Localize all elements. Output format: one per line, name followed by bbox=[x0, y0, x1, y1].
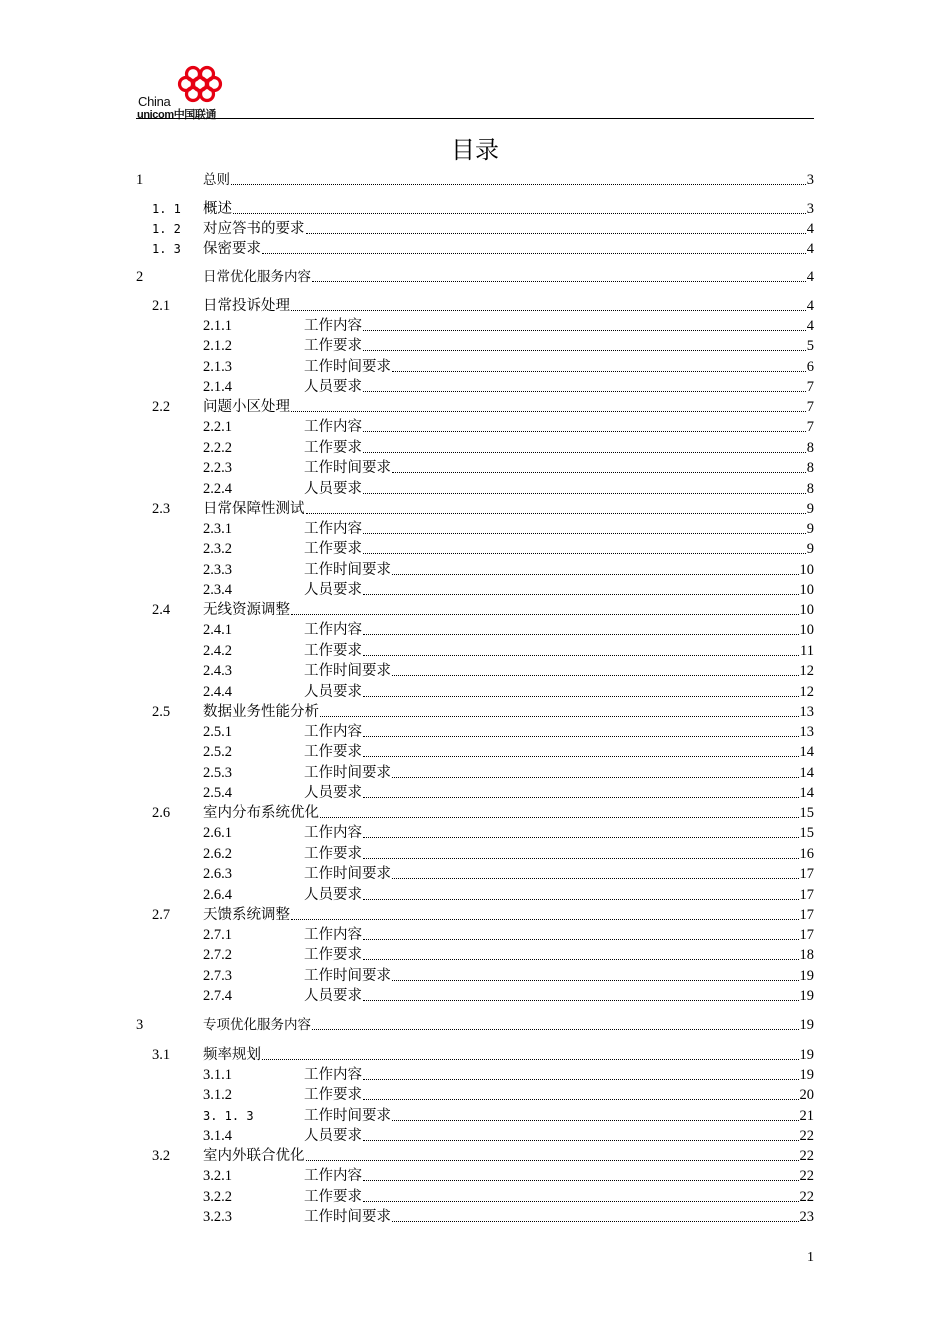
toc-entry-page: 14 bbox=[799, 785, 814, 801]
toc-entry[interactable] bbox=[0, 986, 950, 1006]
toc-entry-title: 工作要求 bbox=[304, 1087, 362, 1103]
toc-entry-number: 1. 1 bbox=[152, 202, 181, 216]
toc-dot-leader bbox=[363, 580, 799, 595]
toc-entry-number: 3.1.2 bbox=[203, 1087, 232, 1103]
toc-entry-number: 2.7.2 bbox=[203, 947, 232, 963]
toc-entry-number: 2.2.3 bbox=[203, 460, 232, 476]
toc-entry-page: 23 bbox=[799, 1209, 814, 1225]
toc-dot-leader bbox=[291, 296, 806, 311]
toc-dot-leader bbox=[363, 1085, 799, 1100]
toc-entry-title: 室内分布系统优化 bbox=[203, 805, 319, 821]
toc-entry[interactable] bbox=[0, 905, 950, 925]
toc-entry-title: 工作内容 bbox=[304, 622, 362, 638]
toc-entry-title: 工作内容 bbox=[304, 825, 362, 841]
toc-entry-page: 10 bbox=[799, 602, 814, 618]
toc-entry-page: 7 bbox=[806, 399, 814, 415]
toc-entry-title: 工作时间要求 bbox=[304, 765, 391, 781]
toc-dot-leader bbox=[291, 600, 799, 615]
toc-dot-leader bbox=[306, 1146, 799, 1161]
toc-entry-number: 2.7.3 bbox=[203, 968, 232, 984]
toc-dot-leader bbox=[363, 783, 799, 798]
toc-entry-number: 2.2.4 bbox=[203, 481, 232, 497]
toc-entry-number: 2.2 bbox=[152, 399, 171, 415]
toc-entry-page: 10 bbox=[799, 582, 814, 598]
toc-entry-page: 12 bbox=[799, 663, 814, 679]
toc-entry-page: 9 bbox=[806, 521, 814, 537]
toc-entry-title: 人员要求 bbox=[304, 379, 362, 395]
toc-dot-leader bbox=[363, 479, 806, 494]
toc-entry-number: 2.3.3 bbox=[203, 562, 232, 578]
toc-entry[interactable] bbox=[0, 267, 950, 287]
toc-entry-title: 问题小区处理 bbox=[203, 399, 290, 415]
toc-entry-page: 19 bbox=[799, 1017, 814, 1033]
toc-entry[interactable] bbox=[0, 519, 950, 539]
toc-entry[interactable] bbox=[0, 864, 950, 884]
toc-dot-leader bbox=[392, 966, 799, 981]
toc-entry-title: 对应答书的要求 bbox=[203, 221, 305, 237]
toc-entry-title: 工作内容 bbox=[304, 318, 362, 334]
toc-entry[interactable] bbox=[0, 823, 950, 843]
toc-dot-leader bbox=[363, 417, 806, 432]
toc-entry-title: 工作要求 bbox=[304, 744, 362, 760]
toc-entry[interactable] bbox=[0, 1045, 950, 1065]
toc-entry-page: 19 bbox=[799, 988, 814, 1004]
toc-entry-page: 21 bbox=[799, 1108, 814, 1124]
toc-entry-number: 2.5.3 bbox=[203, 765, 232, 781]
toc-entry[interactable] bbox=[0, 1126, 950, 1146]
toc-dot-leader bbox=[363, 945, 799, 960]
toc-entry-title: 工作时间要求 bbox=[304, 663, 391, 679]
toc-entry-number: 2.5.2 bbox=[203, 744, 232, 760]
toc-entry-number: 2.2.1 bbox=[203, 419, 232, 435]
toc-entry-title: 保密要求 bbox=[203, 241, 261, 257]
toc-dot-leader bbox=[363, 1126, 799, 1141]
toc-entry-page: 3 bbox=[806, 201, 814, 217]
toc-entry[interactable] bbox=[0, 763, 950, 783]
toc-entry-number: 1. 2 bbox=[152, 222, 181, 236]
logo-text-unicom: unicom中国联通 bbox=[137, 109, 217, 121]
toc-entry-title: 工作要求 bbox=[304, 1189, 362, 1205]
toc-entry-number: 2.6 bbox=[152, 805, 171, 821]
toc-entry-number: 2.2.2 bbox=[203, 440, 232, 456]
toc-dot-leader bbox=[306, 219, 806, 234]
toc-dot-leader bbox=[363, 620, 799, 635]
toc-entry-title: 工作内容 bbox=[304, 1168, 362, 1184]
toc-entry-page: 19 bbox=[799, 1067, 814, 1083]
toc-entry-title: 日常投诉处理 bbox=[203, 298, 290, 314]
toc-entry-number: 2.4.4 bbox=[203, 684, 232, 700]
toc-entry-number: 3.2 bbox=[152, 1148, 171, 1164]
toc-entry[interactable] bbox=[0, 945, 950, 965]
toc-entry[interactable] bbox=[0, 641, 950, 661]
toc-entry-number: 2.6.3 bbox=[203, 866, 232, 882]
toc-entry[interactable] bbox=[0, 539, 950, 559]
toc-entry-title: 概述 bbox=[203, 201, 232, 217]
toc-dot-leader bbox=[363, 1187, 799, 1202]
toc-entry[interactable] bbox=[0, 1065, 950, 1085]
toc-entry-title: 人员要求 bbox=[304, 582, 362, 598]
toc-entry-page: 12 bbox=[799, 684, 814, 700]
toc-entry-number: 2.5 bbox=[152, 704, 171, 720]
toc-entry[interactable] bbox=[0, 1015, 950, 1035]
toc-dot-leader bbox=[363, 722, 799, 737]
toc-entry-page: 3 bbox=[806, 172, 814, 188]
toc-entry-number: 2.1.1 bbox=[203, 318, 232, 334]
toc-dot-leader bbox=[392, 661, 799, 676]
page-title: 目录 bbox=[451, 136, 499, 164]
toc-entry-number: 3.2.3 bbox=[203, 1209, 232, 1225]
toc-entry-number: 2.3.4 bbox=[203, 582, 232, 598]
toc-entry-number: 3.1.1 bbox=[203, 1067, 232, 1083]
toc-entry-number: 2.7.1 bbox=[203, 927, 232, 943]
toc-entry-number: 2.1 bbox=[152, 298, 171, 314]
toc-entry-page: 22 bbox=[799, 1189, 814, 1205]
toc-entry-number: 2.5.4 bbox=[203, 785, 232, 801]
toc-entry-number: 2.4.2 bbox=[203, 643, 232, 659]
toc-dot-leader bbox=[363, 682, 799, 697]
toc-dot-leader bbox=[363, 438, 806, 453]
toc-dot-leader bbox=[262, 1045, 799, 1060]
toc-entry-number: 2.7.4 bbox=[203, 988, 232, 1004]
toc-entry-page: 17 bbox=[799, 927, 814, 943]
toc-entry-number: 2.3.2 bbox=[203, 541, 232, 557]
toc-entry-number: 3.1.4 bbox=[203, 1128, 232, 1144]
toc-entry-title: 人员要求 bbox=[304, 988, 362, 1004]
toc-dot-leader bbox=[363, 885, 799, 900]
toc-entry-page: 14 bbox=[799, 765, 814, 781]
toc-entry-title: 室内外联合优化 bbox=[203, 1148, 305, 1164]
toc-dot-leader bbox=[291, 397, 806, 412]
toc-entry-title: 天馈系统调整 bbox=[203, 907, 290, 923]
toc-entry-page: 7 bbox=[806, 419, 814, 435]
toc-dot-leader bbox=[262, 239, 806, 254]
toc-entry-page: 4 bbox=[806, 318, 814, 334]
toc-entry[interactable] bbox=[0, 560, 950, 580]
toc-entry-page: 15 bbox=[799, 825, 814, 841]
toc-entry-number: 1 bbox=[136, 172, 144, 188]
toc-entry[interactable] bbox=[0, 296, 950, 316]
toc-entry[interactable] bbox=[0, 438, 950, 458]
toc-entry-page: 11 bbox=[800, 643, 814, 659]
toc-entry-number: 2.6.2 bbox=[203, 846, 232, 862]
toc-dot-leader bbox=[233, 199, 806, 214]
toc-entry-number: 3 bbox=[136, 1017, 144, 1033]
toc-entry-number: 2.7 bbox=[152, 907, 171, 923]
toc-entry-number: 3.1 bbox=[152, 1047, 171, 1063]
toc-entry-page: 22 bbox=[799, 1148, 814, 1164]
toc-entry-title: 工作内容 bbox=[304, 521, 362, 537]
toc-entry[interactable] bbox=[0, 702, 950, 722]
toc-entry[interactable] bbox=[0, 1187, 950, 1207]
toc-dot-leader bbox=[363, 539, 806, 554]
toc-entry[interactable] bbox=[0, 377, 950, 397]
toc-dot-leader bbox=[392, 763, 799, 778]
toc-dot-leader bbox=[392, 560, 799, 575]
toc-entry-title: 人员要求 bbox=[304, 887, 362, 903]
toc-entry[interactable] bbox=[0, 1207, 950, 1227]
toc-entry-number: 1. 3 bbox=[152, 242, 181, 256]
toc-entry-number: 2.5.1 bbox=[203, 724, 232, 740]
toc-entry[interactable] bbox=[0, 722, 950, 742]
toc-entry[interactable] bbox=[0, 600, 950, 620]
toc-entry-title: 人员要求 bbox=[304, 785, 362, 801]
toc-entry[interactable] bbox=[0, 417, 950, 437]
toc-entry[interactable] bbox=[0, 661, 950, 681]
toc-dot-leader bbox=[363, 925, 799, 940]
toc-entry-title: 工作要求 bbox=[304, 846, 362, 862]
toc-dot-leader bbox=[231, 170, 806, 185]
toc-entry-number: 2.4.3 bbox=[203, 663, 232, 679]
toc-entry-page: 13 bbox=[799, 724, 814, 740]
toc-dot-leader bbox=[312, 1015, 799, 1030]
toc-entry[interactable] bbox=[0, 1106, 950, 1126]
toc-entry-number: 2.3.1 bbox=[203, 521, 232, 537]
toc-entry-page: 4 bbox=[806, 241, 814, 257]
toc-entry-number: 3.2.2 bbox=[203, 1189, 232, 1205]
toc-dot-leader bbox=[363, 641, 799, 656]
toc-entry-page: 10 bbox=[799, 562, 814, 578]
toc-entry-page: 4 bbox=[806, 221, 814, 237]
toc-entry-title: 工作时间要求 bbox=[304, 359, 391, 375]
toc-dot-leader bbox=[392, 1106, 799, 1121]
toc-entry-title: 总则 bbox=[203, 172, 230, 188]
toc-entry-page: 7 bbox=[806, 379, 814, 395]
toc-entry-title: 工作内容 bbox=[304, 419, 362, 435]
toc-entry-title: 工作时间要求 bbox=[304, 968, 391, 984]
toc-dot-leader bbox=[363, 519, 806, 534]
toc-entry-page: 8 bbox=[806, 460, 814, 476]
toc-entry-page: 16 bbox=[799, 846, 814, 862]
toc-entry-page: 4 bbox=[806, 269, 814, 285]
toc-entry-page: 10 bbox=[799, 622, 814, 638]
toc-entry-title: 人员要求 bbox=[304, 481, 362, 497]
toc-entry[interactable] bbox=[0, 620, 950, 640]
toc-entry[interactable] bbox=[0, 170, 950, 190]
toc-dot-leader bbox=[291, 905, 799, 920]
toc-entry-title: 工作要求 bbox=[304, 643, 362, 659]
toc-entry-page: 17 bbox=[799, 887, 814, 903]
toc-entry-page: 18 bbox=[799, 947, 814, 963]
toc-entry-number: 2.3 bbox=[152, 501, 171, 517]
toc-dot-leader bbox=[320, 803, 799, 818]
toc-entry-page: 19 bbox=[799, 968, 814, 984]
toc-dot-leader bbox=[312, 267, 806, 282]
toc-entry-title: 数据业务性能分析 bbox=[203, 704, 319, 720]
toc-entry[interactable] bbox=[0, 357, 950, 377]
toc-entry-page: 8 bbox=[806, 481, 814, 497]
toc-entry-number: 2.1.2 bbox=[203, 338, 232, 354]
toc-entry-title: 工作时间要求 bbox=[304, 1108, 391, 1124]
toc-dot-leader bbox=[363, 1166, 799, 1181]
logo-text-china: China bbox=[138, 94, 171, 109]
toc-entry[interactable] bbox=[0, 885, 950, 905]
toc-entry-title: 工作要求 bbox=[304, 440, 362, 456]
toc-entry[interactable] bbox=[0, 1166, 950, 1186]
toc-dot-leader bbox=[320, 702, 799, 717]
toc-entry[interactable] bbox=[0, 199, 950, 219]
toc-entry-page: 8 bbox=[806, 440, 814, 456]
toc-entry[interactable] bbox=[0, 844, 950, 864]
toc-dot-leader bbox=[363, 336, 806, 351]
toc-entry[interactable] bbox=[0, 499, 950, 519]
toc-entry-number: 2 bbox=[136, 269, 144, 285]
toc-dot-leader bbox=[363, 377, 806, 392]
toc-entry-number: 2.1.3 bbox=[203, 359, 232, 375]
toc-entry-title: 人员要求 bbox=[304, 1128, 362, 1144]
toc-entry[interactable] bbox=[0, 966, 950, 986]
toc-entry-page: 20 bbox=[799, 1087, 814, 1103]
toc-entry-number: 2.4 bbox=[152, 602, 171, 618]
toc-entry-title: 工作内容 bbox=[304, 1067, 362, 1083]
toc-entry-page: 17 bbox=[799, 907, 814, 923]
page-number: 1 bbox=[807, 1250, 814, 1265]
toc-entry[interactable] bbox=[0, 336, 950, 356]
toc-entry-title: 日常优化服务内容 bbox=[203, 269, 311, 285]
toc-entry[interactable] bbox=[0, 580, 950, 600]
toc-entry-number: 2.6.1 bbox=[203, 825, 232, 841]
toc-entry-title: 专项优化服务内容 bbox=[203, 1017, 311, 1033]
toc-entry-title: 工作要求 bbox=[304, 947, 362, 963]
toc-dot-leader bbox=[363, 1065, 799, 1080]
toc-entry[interactable] bbox=[0, 1146, 950, 1166]
toc-entry[interactable] bbox=[0, 1085, 950, 1105]
toc-entry[interactable] bbox=[0, 803, 950, 823]
toc-entry-title: 工作要求 bbox=[304, 338, 362, 354]
toc-entry-number: 2.1.4 bbox=[203, 379, 232, 395]
toc-entry-title: 工作时间要求 bbox=[304, 866, 391, 882]
toc-entry-title: 工作时间要求 bbox=[304, 460, 391, 476]
toc-entry-title: 工作内容 bbox=[304, 724, 362, 740]
toc-entry-page: 22 bbox=[799, 1128, 814, 1144]
toc-entry-page: 13 bbox=[799, 704, 814, 720]
toc-entry-page: 4 bbox=[806, 298, 814, 314]
toc-entry-number: 3. 1. 3 bbox=[203, 1109, 254, 1123]
toc-entry-title: 频率规划 bbox=[203, 1047, 261, 1063]
toc-dot-leader bbox=[363, 316, 806, 331]
toc-entry[interactable] bbox=[0, 783, 950, 803]
toc-entry[interactable] bbox=[0, 682, 950, 702]
toc-entry-page: 14 bbox=[799, 744, 814, 760]
toc-entry-page: 22 bbox=[799, 1168, 814, 1184]
toc-entry-number: 2.4.1 bbox=[203, 622, 232, 638]
toc-entry[interactable] bbox=[0, 316, 950, 336]
toc-entry-page: 9 bbox=[806, 541, 814, 557]
toc-entry-page: 6 bbox=[806, 359, 814, 375]
toc-entry-number: 3.2.1 bbox=[203, 1168, 232, 1184]
toc-entry-page: 9 bbox=[806, 501, 814, 517]
toc-entry-page: 19 bbox=[799, 1047, 814, 1063]
toc-dot-leader bbox=[363, 742, 799, 757]
toc-entry[interactable] bbox=[0, 219, 950, 239]
toc-entry-page: 5 bbox=[806, 338, 814, 354]
toc-dot-leader bbox=[392, 1207, 799, 1222]
toc-dot-leader bbox=[306, 499, 806, 514]
toc-dot-leader bbox=[363, 823, 799, 838]
toc-entry-page: 17 bbox=[799, 866, 814, 882]
toc-entry-title: 工作时间要求 bbox=[304, 1209, 391, 1225]
toc-entry-title: 工作时间要求 bbox=[304, 562, 391, 578]
toc-entry[interactable] bbox=[0, 742, 950, 762]
toc-entry[interactable] bbox=[0, 458, 950, 478]
toc-entry[interactable] bbox=[0, 239, 950, 259]
toc-entry-title: 工作要求 bbox=[304, 541, 362, 557]
toc-entry[interactable] bbox=[0, 925, 950, 945]
toc-entry-page: 15 bbox=[799, 805, 814, 821]
toc-dot-leader bbox=[392, 357, 806, 372]
toc-dot-leader bbox=[392, 458, 806, 473]
toc-entry-title: 日常保障性测试 bbox=[203, 501, 305, 517]
toc-entry-title: 工作内容 bbox=[304, 927, 362, 943]
toc-entry-title: 人员要求 bbox=[304, 684, 362, 700]
toc-dot-leader bbox=[363, 844, 799, 859]
toc-entry-number: 2.6.4 bbox=[203, 887, 232, 903]
toc-entry[interactable] bbox=[0, 479, 950, 499]
toc-entry[interactable] bbox=[0, 397, 950, 417]
toc-dot-leader bbox=[392, 864, 799, 879]
toc-dot-leader bbox=[363, 986, 799, 1001]
toc-entry-title: 无线资源调整 bbox=[203, 602, 290, 618]
